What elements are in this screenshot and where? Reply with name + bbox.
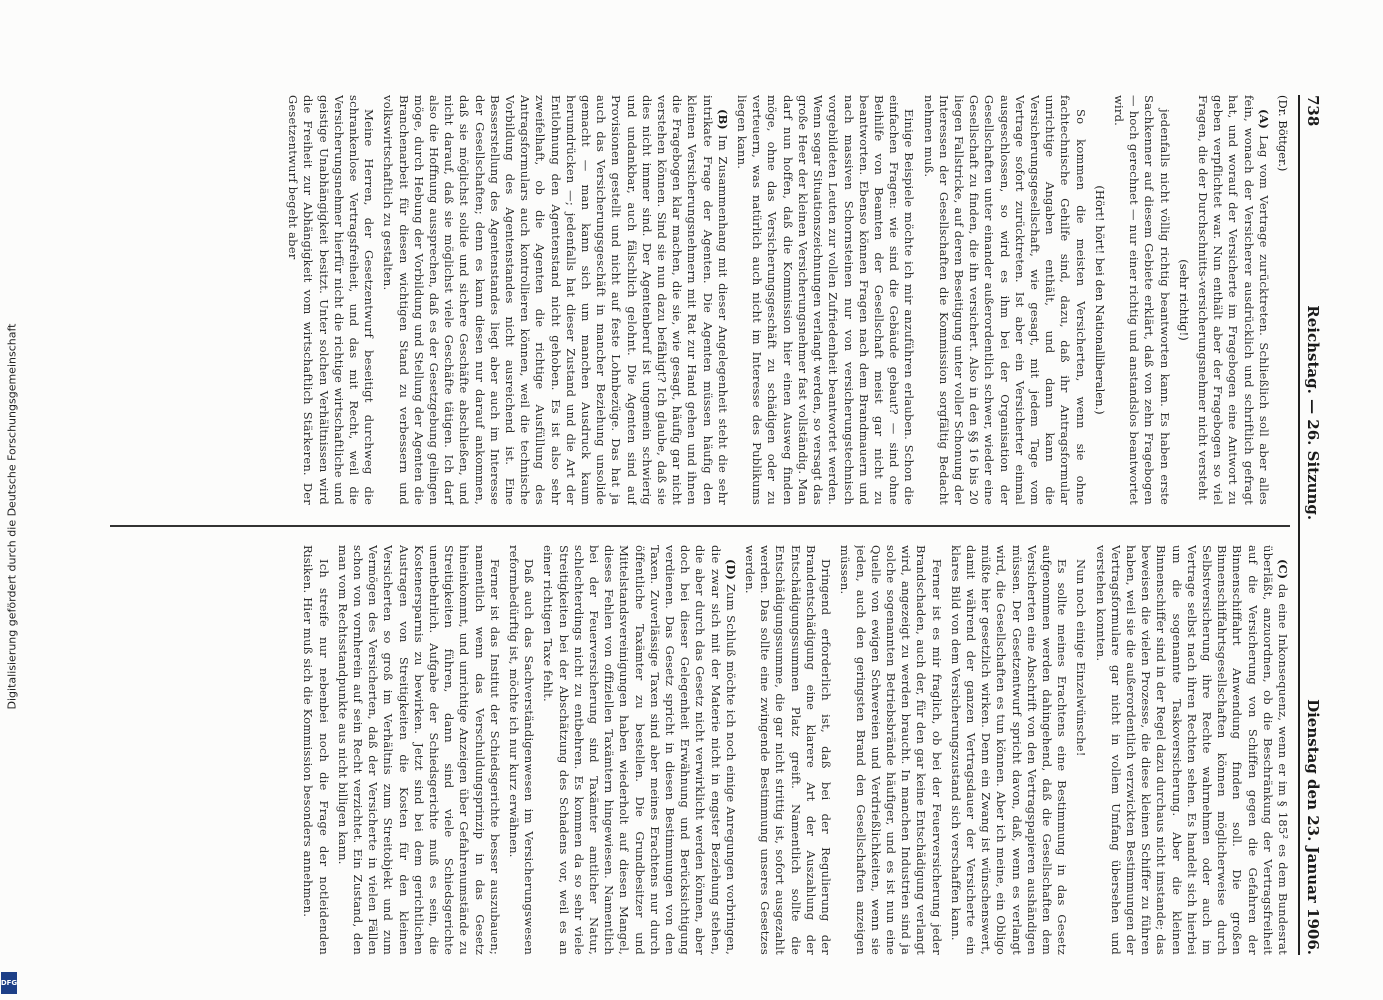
section-marker-a: (A) <box>1256 109 1271 129</box>
paragraph: Lag vom Vertrage zurücktreten. Schließlich soll aber alles fein, wonach der Versicherer ausdrücklich und schriftlich gefragt hat, und worauf der Versicherte im Fragebogen eine Antwort zu geben verpflichtet war. Nun enthält aber der Fragebogen so viel Fragen, die der Durchschnitts-versicherungsnehmer nicht versteht <box>1195 95 1271 505</box>
left-column <box>110 95 1290 505</box>
page-number: 738 <box>1304 95 1322 127</box>
paragraph: Einige Beispiele möchte ich mir anzuführen erlauben. Schon die einfachen Fragen: wie sind die Gebäude gebaut? — sind ohne Beihilfe von Beamten der Gesellschaft meist gar nicht zu beantworten. Ebenso können Fragen nach dem Brandmauern und nach massiven Schornsteinen nur von versicherungstechnisch vorgebildeten Leuten zur vollen Zufriedenheit beantwortet werden. Wenn sogar Situationszeichnungen verlangt werden, so versagt das große Heer der kleinen Versicherungsnehmer fast vollständig. Man darf nun hoffen, daß die Kommission hier einen Ausweg finden möge, ohne das Versicherungsgeschäft zu schädigen oder zu verteuern, was natürlich auch nicht im Interesse des Publikums liegen kann. <box>735 95 917 505</box>
right-column <box>110 545 1290 955</box>
paragraph: Ferner ist es mir fraglich, ob bei der Feuerversicherung jeder Brandschaden, auch der, für den gar keine Entschädigung verlangt wird, angezeigt zu werden braucht. In manchen Industrien sind ja solche sogenannten Betriebsbrände häufiger, und es ist nun eine Quelle von ewigen Schwereien und Verdrießlichkeiten, wenn sie jeden, auch den geringsten Brand den Gesellschaften anzeigen müssen. <box>838 545 944 955</box>
paragraph: Im Zusammenhang mit dieser Angelegenheit steht die sehr intrikate Frage der Agenten. Die Agenten müssen häufig den kleinen Versicherungsnehmern mit Rat zur Hand gehen und ihnen die Fragebogen klar machen, die sie, wie gesagt, häufig gar nicht verstehen können. Sind sie nun dazu befähigt? Ich glaube, daß sie dies nicht immer sind. Der Agentenberuf ist ungemein schwierig und undankbar, auch fälschlich gelohnt. Die Agenten sind auf Provisionen gestellt und nicht auf feste Lohnbezüge. Das hat ja auch das Versicherungsgeschäft in mancher Beziehung unsolide gemacht — man kann sich um manchen Ausdruck kaum herumdrücken —; jedenfalls hat dieser Zustand und die Art der Entlohnung den Agentenstand nicht gehoben. Es ist also sehr zweifelhaft, ob die Agenten die richtige Ausfüllung des Antragsformulars auch kontrollieren können, weil die technische Vorbildung des Agentenstandes nicht ausreichend ist. Eine Besserstellung des Agentenstandes liegt aber auch im Interesse der Gesellschaften; denn es kann diesen nur darauf ankommen, daß sie möglichst solide und sichere Geschäfte abschließen, und nicht darauf, daß sie möglichst viele Geschäfte tätigen. Ich darf also die Hoffnung aussprechen, daß es der Gesetzgebung gelingen möge, durch Hebung der Vorbildung und Stellung der Agenten die Branchenarbeit für diesen wichtigen Stand zu verbessern und volkswirtschaftlich zu gestalten. <box>381 95 730 505</box>
digitization-note-text: Digitalisierung gefördert durch die Deutsche Forschungsgemeinschaft <box>5 323 19 710</box>
section-marker-d: (D) <box>723 559 738 580</box>
page-title: Reichstag. — 26. Sitzung. <box>1304 305 1322 521</box>
page-header <box>1298 95 1322 955</box>
page-date: Dienstag den 23. Januar 1906. <box>1304 699 1322 955</box>
paragraph: So kommen die meisten Versicherten, wenn sie ohne fachtechnische Gehilfe sind, dazu, daß ihr Antragsformular unrichtige Angaben enthält, und dann kann die Versicherungsgesellschaft, wie gesagt, mit jedem Tage vom Vertrage sofort zurücktreten. Ist aber ein Versicherter einmal ausgeschlossen, so wird es ihm bei der Organisation der Gesellschaften unter einander außerordentlich schwer, wieder eine Gesellschaft zu finden, die ihn versichert. Also in den §§ 16 bis 20 liegen Fallstricke, auf deren Beseitigung unter voller Schonung der Interessen der Gesellschaften die Kommission sorgfältig Bedacht nehmen muß. <box>921 95 1088 505</box>
paragraph: Daß auch das Sachverständigenwesen im Versicherungswesen reformbedürftig ist, möchte ich nur kurz erwähnen. <box>507 545 537 955</box>
dfg-logo-icon: DFG <box>1 972 17 994</box>
paragraph: Meine Herren, der Gesetzentwurf beseitigt durchweg die schrankenlose Vertragsfreiheit, und das mit Recht, weil die Versicherungsnehmer hierfür nicht die richtige wirtschaftliche und geistige Unabhängigkeit besitzt. Unter solchen Verhältnissen wird die Freiheit zur Abhängigkeit vom wirtschaftlich Stärkeren. Der Gesetzentwurf begeht aber <box>286 95 377 505</box>
interjection: (Hört! hört! bei den Nationalliberalen.) <box>1092 185 1107 415</box>
paragraph: Dringend erforderlich ist, daß bei der Regulierung der Brandentschädigung eine klarere Art der Auszahlung der Entschädigungssummen Platz greift. Namentlich sollte die Entschädigungssumme, die gar nicht strittig ist, sofort ausgezahlt werden. Das sollte eine zwingende Bestimmung unseres Gesetzes werden. <box>743 545 834 955</box>
rotated-page-frame <box>60 65 1360 990</box>
paragraph: Nun noch einige Einzelwünsche! <box>1074 559 1089 757</box>
paragraph: Ich streife nur nebenbei noch die Frage der notleidenden Risiken. Hier muß sich die Kommission besonders annehmen. <box>301 545 331 955</box>
paragraph: Es sollte meines Erachtens eine Bestimmung in das Gesetz aufgenommen werden dahingehend, daß die Gesellschaften dem Versicherten eine Abschrift von den Vertragspapieren aushändigen müssen. Der Gesetzentwurf spricht davon, daß, wenn es verlangt wird, die Gesellschaften es tun können. Aber ich meine, ein Obligo müßte hier gesetzlich wirken. Denn ein Zwang ist wünschenswert, damit während der ganzen Vertragsdauer der Versicherte ein klares Bild von dem Versicherungszustand sich verschaffen kann. <box>948 545 1070 955</box>
paragraph: Zum Schluß möchte ich noch einige Anregungen vorbringen, die zwar sich mit der Materie nicht in engster Beziehung stehen, die aber durch das Gesetz nicht verwirklicht werden können, aber doch bei dieser Gelegenheit Erwähnung und Berücksichtigung verdienen. Das Gesetz spricht in diesen Bestimmungen von den Taxen. Zuverlässige Taxen sind aber meines Erachtens nur durch öffentliche Taxämter zu bestellen. Die Grundbesitzer und Mittelstandsvereinigungen haben wiederholt auf diesen Mangel, dieses Fehlen von offiziellen Taxämtern hingewiesen. Namentlich bei der Feuerversicherung sind Taxämter amtlicher Natur, schlechterdings nicht zu entbehren. Es kommen da so sehr viele Streitigkeiten bei der Abschätzung des Schadens vor, weil es an einer richtigen Taxe fehlt. <box>541 545 738 955</box>
paragraph: jedenfalls nicht völlig richtig beantworten kann. Es haben erste Sachkenner auf diesem Gebiete erklärt, daß von zehn Fragebogen — hoch gerechnet — nur einer richtig und anstandslos beantwortet wird. <box>1111 95 1172 505</box>
digitization-note <box>2 40 20 1000</box>
section-marker-c: (C) <box>1276 559 1290 580</box>
column-divider <box>110 525 1290 527</box>
text-columns <box>110 95 1290 955</box>
page-content <box>90 75 1330 975</box>
section-marker-b: (B) <box>715 109 730 130</box>
speaker-label: (Dr. Böttger.) <box>1276 95 1290 172</box>
paragraph: Ferner ist das Institut der Schiedsgerichte besser auszubauen; namentlich wenn das Verschuldungsprinzip in das Gesetz hineinkommt, und unrichtige Anzeigen über Gefahrenumstände zu Streitigkeiten führen, dann sind viele Schiedsgerichte unentbehrlich. Aufgabe der Schiedsgerichte muß es sein, die Kostenersparnis zu bewirken. Jetzt sind bei dem gerichtlichen Austragen von Streitigkeiten die Kosten für den kleinen Versicherten so groß im Verhältnis zum Streitobjekt und zum Vermögen des Versicherten, daß der Versicherte in vielen Fällen schon von vornherein auf sein Recht verzichtet. Ein Zustand, den man vom Rechtsstandpunkte aus nicht billigen kann. <box>335 545 502 955</box>
paragraph: da eine Inkonsequenz, wenn er im § 185² es dem Bundesrat überläßt, anzuordnen, ob die Beschränkung der Vertragsfreiheit auf die Versicherung von Schiffen gegen die Gefahren der Binnenschiffahrt Anwendung finden soll. Die großen Binnenschiffahrtsgesellschaften können möglicherweise durch Selbstversicherung ihre Rechte wahrnehmen oder auch im Vertrage selbst nach ihren Rechten sehen. Es handelt sich hierbei um die sogenannte Taskoversicherung. Aber die kleinen Binnenschiffer sind in der Regel dazu durchaus nicht imstande; das beweisen die vielen Prozesse, die diese kleinen Schiffer zu führen haben, weil sie die außerordentlich verzwickten Bestimmungen der Vertragsformulare gar nicht in vollem Umfang übersehen und verstehen konnten. <box>1093 545 1290 955</box>
interjection: (sehr richtig!) <box>1176 259 1191 341</box>
